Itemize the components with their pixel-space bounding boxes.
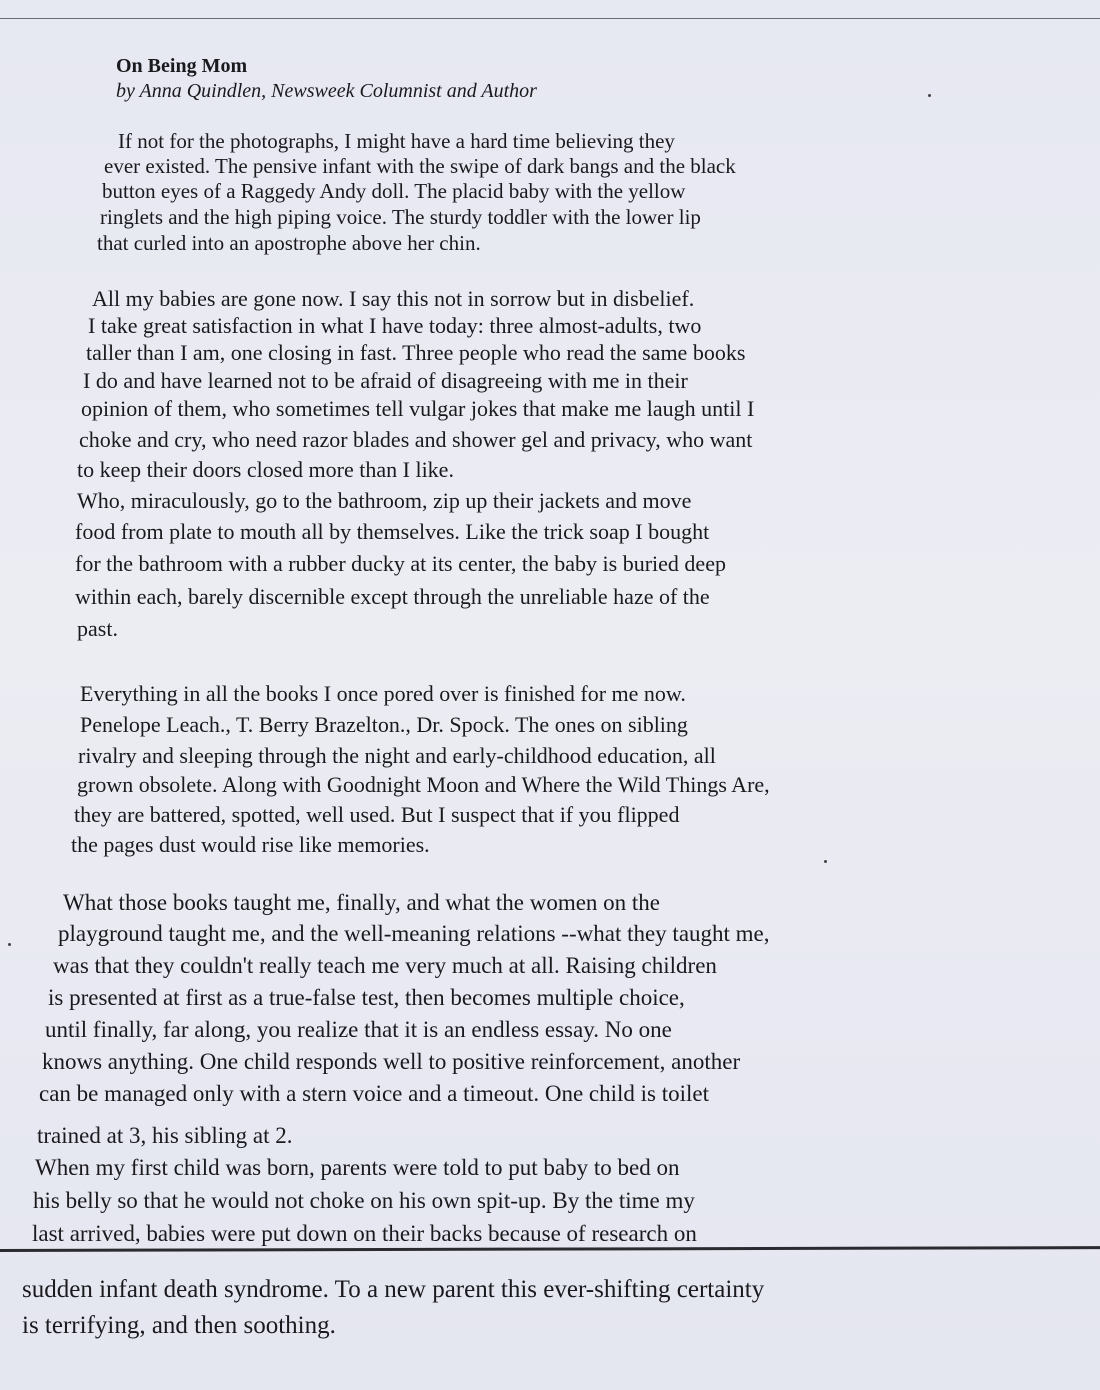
text-line: within each, barely discernible except through the unreliable haze of the (75, 584, 710, 609)
text-line: trained at 3, his sibling at 2. (37, 1123, 293, 1148)
text-line: taller than I am, one closing in fast. Three people who read the same books (86, 340, 746, 365)
text-line: opinion of them, who sometimes tell vulgar jokes that make me laugh until I (81, 396, 755, 421)
text-line: I take great satisfaction in what I have today: three almost-adults, two (88, 313, 702, 338)
text-line: was that they couldn't really teach me very much at all. Raising children (53, 953, 717, 978)
text-line: grown obsolete. Along with Goodnight Moon and Where the Wild Things Are, (77, 772, 770, 797)
text-line: button eyes of a Raggedy Andy doll. The placid baby with the yellow (102, 179, 686, 203)
text-line: is terrifying, and then soothing. (22, 1312, 336, 1339)
text-line: ever existed. The pensive infant with the swipe of dark bangs and the black (104, 154, 736, 178)
stray-dot (928, 94, 931, 97)
text-line: they are battered, spotted, well used. But I suspect that if you flipped (74, 802, 680, 827)
text-line: until finally, far along, you realize that it is an endless essay. No one (45, 1017, 672, 1042)
text-line: is presented at first as a true-false test, then becomes multiple choice, (48, 985, 685, 1010)
top-rule (0, 18, 1100, 19)
text-line: sudden infant death syndrome. To a new parent this ever-shifting certainty (22, 1276, 765, 1303)
stray-dot (824, 860, 827, 863)
article-byline: by Anna Quindlen, Newsweek Columnist and Author (116, 80, 537, 102)
fold-rule (0, 1246, 1100, 1252)
text-line: If not for the photographs, I might have a hard time believing they (118, 129, 675, 153)
text-line: can be managed only with a stern voice and a timeout. One child is toilet (39, 1081, 709, 1106)
text-line: his belly so that he would not choke on his own spit-up. By the time my (33, 1188, 695, 1213)
text-line: Penelope Leach., T. Berry Brazelton., Dr. Spock. The ones on sibling (80, 712, 688, 737)
text-line: the pages dust would rise like memories. (71, 832, 430, 857)
text-line: When my first child was born, parents were told to put baby to bed on (35, 1155, 680, 1180)
text-line: that curled into an apostrophe above her chin. (97, 231, 481, 255)
article-header (116, 54, 537, 104)
text-line: What those books taught me, finally, and what the women on the (63, 890, 661, 915)
text-line: I do and have learned not to be afraid of disagreeing with me in their (83, 368, 688, 393)
text-line: ringlets and the high piping voice. The sturdy toddler with the lower lip (100, 205, 701, 229)
text-line: playground taught me, and the well-meaning relations --what they taught me, (58, 921, 770, 946)
text-line: choke and cry, who need razor blades and shower gel and privacy, who want (79, 427, 753, 452)
text-line: Who, miraculously, go to the bathroom, zip up their jackets and move (77, 488, 692, 513)
text-line: rivalry and sleeping through the night and early-childhood education, all (78, 743, 716, 768)
text-line: past. (77, 616, 118, 641)
text-line: Everything in all the books I once pored over is finished for me now. (80, 681, 686, 706)
text-line: knows anything. One child responds well to positive reinforcement, another (42, 1049, 741, 1074)
article-title: On Being Mom (116, 55, 248, 77)
text-line: last arrived, babies were put down on their backs because of research on (32, 1221, 697, 1246)
text-line: for the bathroom with a rubber ducky at its center, the baby is buried deep (75, 551, 726, 576)
stray-dot (8, 943, 11, 946)
text-line: All my babies are gone now. I say this not in sorrow but in disbelief. (92, 286, 695, 311)
text-line: to keep their doors closed more than I like. (77, 457, 454, 482)
text-line: food from plate to mouth all by themselves. Like the trick soap I bought (75, 519, 710, 544)
